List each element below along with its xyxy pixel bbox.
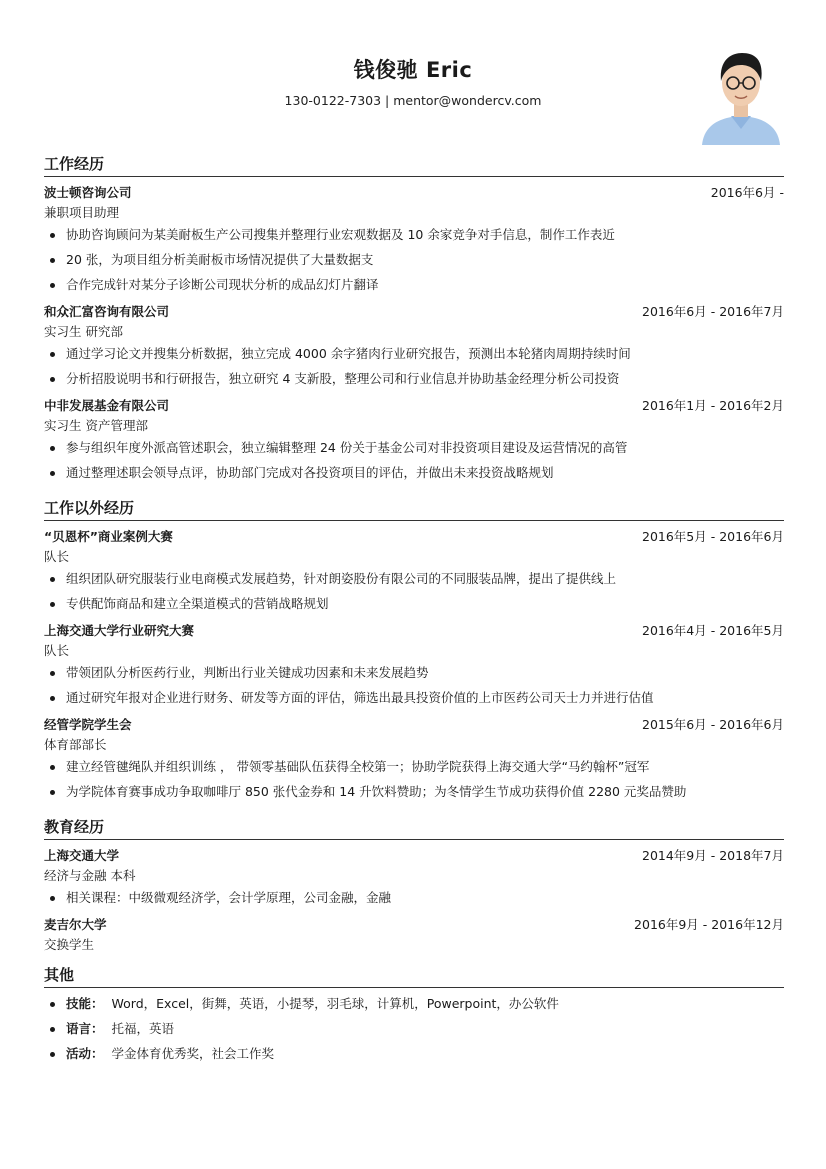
school-name: 上海交通大学 — [44, 848, 120, 863]
candidate-name: 钱俊驰 Eric — [353, 58, 473, 82]
organization-name: 波士顿咨询公司 — [44, 185, 132, 200]
organization-name: 中非发展基金有限公司 — [44, 398, 170, 413]
role-title: 实习生 资产管理部 — [44, 418, 148, 433]
list-item: 建立经管毽绳队并组织训练 ， 带领零基础队伍获得全校第一；协助学院获得上海交通大学“马约翰杯”冠军 — [44, 757, 784, 782]
work-entry — [44, 183, 784, 300]
bullet-list — [44, 888, 784, 913]
bullet-list — [44, 225, 784, 300]
list-item: 参与组织年度外派高管述职会，独立编辑整理 24 份关于基金公司对非投资项目建设及运营情况的高管 — [44, 438, 784, 463]
list-item: 通过整理述职会领导点评，协助部门完成对各投资项目的评估，并做出未来投资战略规划 — [44, 463, 784, 488]
bullet-list — [44, 569, 784, 619]
list-item — [44, 994, 784, 1019]
list-item: 带领团队分析医药行业，判断出行业关键成功因素和未来发展趋势 — [44, 663, 784, 688]
item-value: Word，Excel，街舞，英语，小提琴，羽毛球，计算机，Powerpoint，办公软件 — [111, 996, 559, 1011]
work-entry — [44, 302, 784, 394]
bullet-list — [44, 663, 784, 713]
date-range: 2016年1月 - 2016年2月 — [642, 398, 784, 413]
role-title: 实习生 研究部 — [44, 324, 123, 339]
organization-name: 经管学院学生会 — [44, 717, 132, 732]
activity-entry — [44, 527, 784, 619]
date-range: 2016年6月 - 2016年7月 — [642, 304, 784, 319]
work-entry — [44, 396, 784, 488]
date-range: 2015年6月 - 2016年6月 — [642, 717, 784, 732]
profile-photo — [698, 43, 784, 145]
item-value: 托福，英语 — [111, 1021, 175, 1036]
list-item: 合作完成针对某分子诊断公司现状分析的成品幻灯片翻译 — [44, 275, 784, 300]
bullet-list — [44, 438, 784, 488]
role-title: 队长 — [44, 549, 70, 564]
item-key: 语言： — [66, 1021, 104, 1036]
work-experience-section — [44, 155, 784, 488]
role-title: 兼职项目助理 — [44, 205, 120, 220]
list-item: 协助咨询顾问为某美耐板生产公司搜集并整理行业宏观数据及 10 余家竞争对手信息，制作工作表近 — [44, 225, 784, 250]
date-range: 2016年4月 - 2016年5月 — [642, 623, 784, 638]
date-range: 2014年9月 - 2018年7月 — [642, 848, 784, 863]
degree-title: 经济与金融 本科 — [44, 868, 136, 883]
role-title: 体育部部长 — [44, 737, 107, 752]
list-item — [44, 1044, 784, 1069]
organization-name: 上海交通大学行业研究大赛 — [44, 623, 195, 638]
organization-name: “贝恩杯”商业案例大赛 — [44, 529, 173, 544]
list-item: 通过学习论文并搜集分析数据，独立完成 4000 余字猪肉行业研究报告，预测出本轮猪肉周期持续时间 — [44, 344, 784, 369]
bullet-list — [44, 994, 784, 1069]
list-item: 通过研究年报对企业进行财务、研发等方面的评估，筛选出最具投资价值的上市医药公司天士力并进行估值 — [44, 688, 784, 713]
resume-content — [44, 155, 784, 1069]
list-item: 相关课程：中级微观经济学，会计学原理，公司金融，金融 — [44, 888, 784, 913]
extracurricular-section — [44, 499, 784, 807]
date-range: 2016年9月 - 2016年12月 — [634, 917, 784, 932]
item-key: 技能： — [66, 996, 104, 1011]
section-title: 教育经历 — [44, 818, 784, 840]
contact-info: 130-0122-7303 | mentor@wondercv.com — [284, 93, 542, 108]
date-range: 2016年5月 - 2016年6月 — [642, 529, 784, 544]
activity-entry — [44, 621, 784, 713]
education-section — [44, 818, 784, 955]
item-key: 活动： — [66, 1046, 104, 1061]
list-item — [44, 1019, 784, 1044]
other-section — [44, 966, 784, 1069]
list-item: 专供配饰商品和建立全渠道模式的营销战略规划 — [44, 594, 784, 619]
role-title: 队长 — [44, 643, 70, 658]
section-title: 工作以外经历 — [44, 499, 784, 521]
item-value: 学金体育优秀奖，社会工作奖 — [111, 1046, 275, 1061]
school-name: 麦吉尔大学 — [44, 917, 107, 932]
list-item: 20 张，为项目组分析美耐板市场情况提供了大量数据支 — [44, 250, 784, 275]
list-item: 分析招股说明书和行研报告，独立研究 4 支新股，整理公司和行业信息并协助基金经理分析公司投资 — [44, 369, 784, 394]
section-title: 工作经历 — [44, 155, 784, 177]
degree-title: 交换学生 — [44, 937, 95, 952]
bullet-list — [44, 344, 784, 394]
date-range: 2016年6月 - — [710, 185, 784, 200]
education-entry — [44, 846, 784, 913]
education-entry — [44, 915, 784, 955]
organization-name: 和众汇富咨询有限公司 — [44, 304, 170, 319]
list-item: 为学院体育赛事成功争取咖啡厅 850 张代金券和 14 升饮料赞助；为冬情学生节成功获得价值 2280 元奖品赞助 — [44, 782, 784, 807]
list-item: 组织团队研究服装行业电商模式发展趋势，针对朗姿股份有限公司的不同服装品牌，提出了提供线上 — [44, 569, 784, 594]
bullet-list — [44, 757, 784, 807]
section-title: 其他 — [44, 966, 784, 988]
activity-entry — [44, 715, 784, 807]
